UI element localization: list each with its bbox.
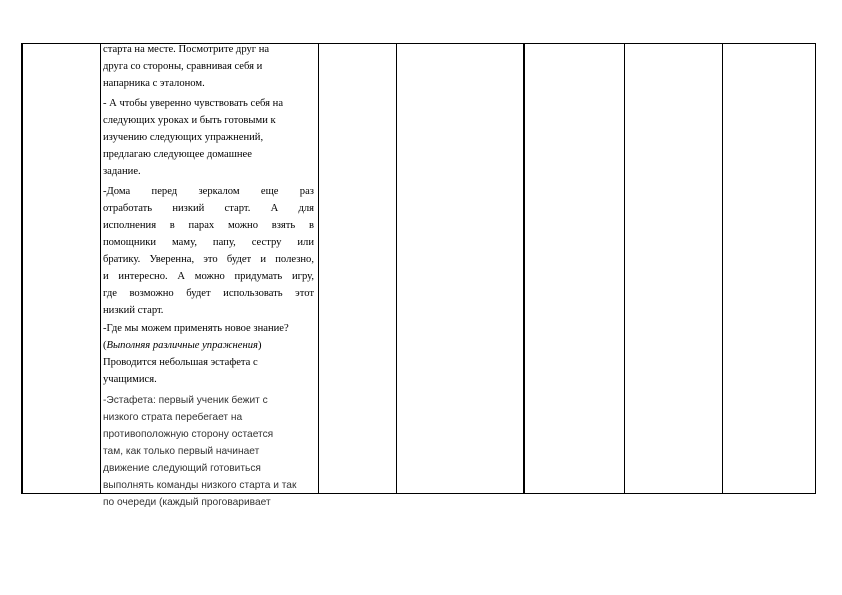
text-line: движение следующий готовиться <box>103 463 261 474</box>
lesson-content-cell <box>103 41 314 511</box>
text-line: -Где мы можем применять новое знание? <box>103 323 289 334</box>
text-line: низкий старт. <box>103 305 164 316</box>
text-line: следующих уроках и быть готовыми к <box>103 115 276 126</box>
table-column-border <box>815 43 816 494</box>
table-column-border <box>100 43 101 494</box>
text-line: исполнения в парах можно взять в <box>103 220 314 231</box>
text-line: там, как только первый начинает <box>103 446 260 457</box>
text-line: и интересно. А можно придумать игру, <box>103 271 314 282</box>
table-column-border <box>396 43 397 494</box>
table-column-border <box>21 43 23 494</box>
paragraph-homework-intro <box>103 95 314 180</box>
paragraph-relay-description <box>103 392 314 511</box>
paren-open: ( <box>103 340 107 351</box>
text-line: братику. Уверенна, это будет и полезно, <box>103 254 314 265</box>
table-column-border <box>722 43 723 494</box>
text-line: помощники маму, папу, сестру или <box>103 237 314 248</box>
text-line: - А чтобы уверенно чувствовать себя на <box>103 98 284 109</box>
text-line: учащимися. <box>103 374 157 385</box>
text-line: -Эстафета: первый ученик бежит с <box>103 395 268 406</box>
table-column-border <box>523 43 525 494</box>
paren-close: ) <box>257 340 262 351</box>
paragraph-apply-knowledge <box>103 320 314 388</box>
text-line: напарника с эталоном. <box>103 78 205 89</box>
text-line: по очереди (каждый проговаривает <box>103 497 271 508</box>
text-line: низкого страта перебегает на <box>103 412 243 423</box>
text-line: отработать низкий старт. А для <box>103 203 314 214</box>
text-line: противоположную сторону остается <box>103 429 274 440</box>
text-line: где возможно будет использовать этот <box>103 288 314 299</box>
text-line: Проводится небольшая эстафета с <box>103 357 258 368</box>
paragraph-homework-details <box>103 183 314 319</box>
text-line: выполнять команды низкого старта и так <box>103 480 297 491</box>
text-line-italic <box>103 337 314 354</box>
text-line: изучению следующих упражнений, <box>103 132 264 143</box>
text-line: задание. <box>103 166 141 177</box>
text-line: друга со стороны, сравнивая себя и <box>103 61 263 72</box>
italic-note: Выполняя различные упражнения <box>106 340 258 351</box>
text-line: предлагаю следующее домашнее <box>103 149 252 160</box>
table-column-border <box>624 43 625 494</box>
paragraph-partner-check <box>103 41 314 92</box>
text-line: -Дома перед зеркалом еще раз <box>103 186 314 197</box>
table-column-border <box>318 43 319 494</box>
text-line: старта на месте. Посмотрите друг на <box>103 44 270 55</box>
